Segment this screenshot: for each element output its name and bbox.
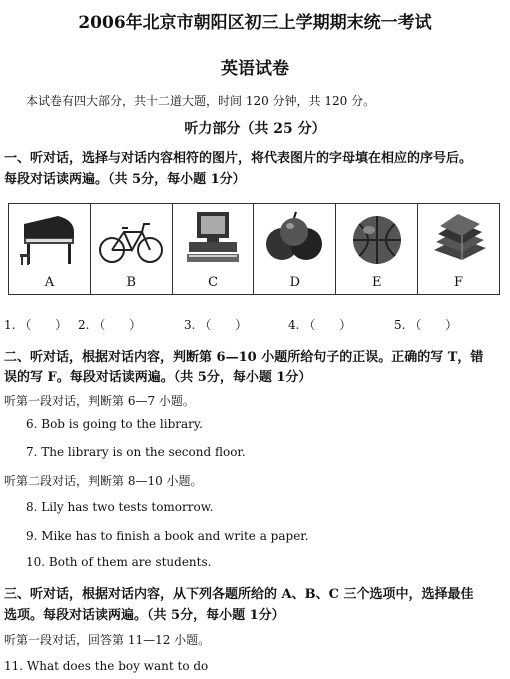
question-6: 6. Bob is going to the library. bbox=[26, 417, 203, 431]
picture-cell-a bbox=[9, 204, 91, 294]
question-10: 10. Both of them are students. bbox=[26, 555, 212, 569]
part2-segment1: 听第一段对话，判断第 6—7 小题。 bbox=[4, 394, 195, 408]
question-9: 9. Mike has to finish a book and write a paper. bbox=[26, 529, 309, 543]
picture-label-e: E bbox=[371, 275, 382, 290]
part1-instruction-line2: 每段对话读两遍。（共 5分，每小题 1分） bbox=[4, 172, 246, 187]
answer-blank-1[interactable]: 1. （ ） bbox=[4, 318, 68, 332]
computer-icon bbox=[183, 210, 243, 268]
answer-blank-2[interactable]: 2. （ ） bbox=[78, 318, 142, 332]
page-subtitle: 英语试卷 bbox=[221, 59, 289, 79]
apples-icon bbox=[262, 210, 328, 268]
bicycle-icon bbox=[98, 210, 164, 268]
part3-instruction-line1: 三、听对话，根据对话内容，从下列各题所给的 A、B、C 三个选项中，选择最佳 bbox=[4, 587, 474, 602]
picture-row bbox=[8, 203, 500, 295]
basketball-icon bbox=[347, 210, 407, 268]
question-8: 8. Lily has two tests tomorrow. bbox=[26, 500, 214, 514]
answer-blank-4[interactable]: 4. （ ） bbox=[288, 318, 352, 332]
picture-cell-d bbox=[254, 204, 336, 294]
picture-label-a: A bbox=[44, 275, 55, 290]
page-title: 2006年北京市朝阳区初三上学期期末统一考试 bbox=[78, 13, 432, 33]
part3-segment1: 听第一段对话，回答第 11—12 小题。 bbox=[4, 633, 211, 647]
question-11: 11. What does the boy want to do bbox=[4, 659, 209, 673]
intro-text: 本试卷有四大部分，共十二道大题，时间 120 分钟，共 120 分。 bbox=[26, 94, 376, 108]
picture-label-f: F bbox=[454, 275, 464, 290]
picture-cell-e bbox=[336, 204, 418, 294]
part2-instruction-line1: 二、听对话，根据对话内容，判断第 6—10 小题所给句子的正误。正确的写 T，错 bbox=[4, 350, 484, 365]
answer-blank-5[interactable]: 5. （ ） bbox=[394, 318, 458, 332]
picture-label-d: D bbox=[289, 275, 301, 290]
answer-blank-3[interactable]: 3. （ ） bbox=[184, 318, 248, 332]
section-title: 听力部分（共 25 分） bbox=[184, 121, 326, 137]
picture-label-c: C bbox=[208, 275, 219, 290]
piano-icon bbox=[18, 210, 80, 268]
picture-label-b: B bbox=[126, 275, 137, 290]
picture-cell-b bbox=[91, 204, 173, 294]
books-icon bbox=[428, 210, 490, 268]
part2-segment2: 听第二段对话，判断第 8—10 小题。 bbox=[4, 474, 203, 488]
picture-cell-c bbox=[173, 204, 255, 294]
part3-instruction-line2: 选项。每段对话读两遍。（共 5分，每小题 1分） bbox=[4, 608, 285, 623]
picture-cell-f bbox=[418, 204, 499, 294]
part1-instruction-line1: 一、听对话，选择与对话内容相符的图片，将代表图片的字母填在相应的序号后。 bbox=[4, 151, 473, 166]
question-7: 7. The library is on the second floor. bbox=[26, 445, 246, 459]
part2-instruction-line2: 误的写 F。每段对话读两遍。（共 5分，每小题 1分） bbox=[4, 370, 312, 385]
